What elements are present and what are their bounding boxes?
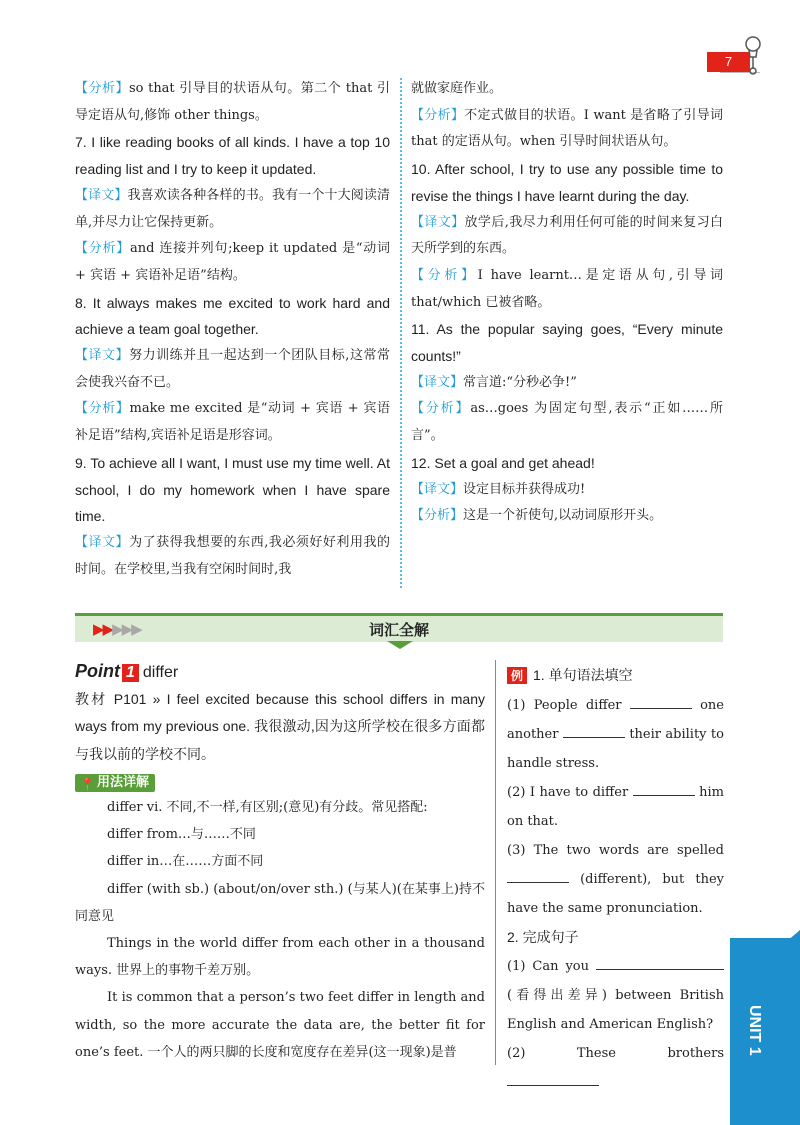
paragraph-text: 8. It always makes me excited to work hard and achieve a team goal together. <box>75 294 390 338</box>
annotation-tag: 【译文】 <box>75 187 128 203</box>
answer-blank[interactable] <box>630 696 692 709</box>
usage-line: It is common that a person’s two feet differ in length and width, so the more accurate the data are, the better fit for one’s feet. 一个人的两只脚的长度和宽度存在差异(这一现象)是普 <box>75 990 485 1060</box>
usage-line: differ from…与……不同 <box>107 827 256 843</box>
annotation-tag: 【分析】 <box>75 401 130 417</box>
answer-blank[interactable] <box>507 1073 599 1086</box>
q3-text-a: (3) The two words are spelled <box>507 843 724 858</box>
usage-line: differ (with sb.) (about/on/over sth.) (与某人)(在某事上)持不同意见 <box>75 881 485 924</box>
paragraph <box>411 477 723 504</box>
paragraph-text: 放学后,我尽力利用任何可能的时间来复习白天所学到的东西。 <box>411 214 723 257</box>
header-triangle <box>387 641 413 649</box>
answer-blank[interactable] <box>633 783 695 796</box>
paragraph <box>75 236 390 289</box>
vocab-section-header <box>75 613 723 642</box>
arrows-icon: ▶▶▶▶▶ <box>93 620 141 638</box>
paragraph <box>411 103 723 156</box>
annotation-tag: 【分析】 <box>411 107 465 123</box>
question-1 <box>507 691 724 778</box>
paragraph-text: 就做家庭作业。 <box>411 81 503 96</box>
answer-blank[interactable] <box>596 957 724 970</box>
usage-body <box>75 794 485 1066</box>
paragraph <box>75 343 390 396</box>
usage-label-text: 用法详解 <box>97 775 150 790</box>
paragraph <box>411 210 723 263</box>
paragraph-text: 设定目标并获得成功! <box>463 481 586 497</box>
annotation-tag: 【分析】 <box>411 508 464 524</box>
paragraph <box>411 450 723 477</box>
annotation-tag: 【译文】 <box>75 534 130 550</box>
location-pin-icon: 📍 <box>80 777 95 791</box>
exercise-part1-heading <box>507 661 724 691</box>
annotation-tag: 【分析】 <box>411 267 478 283</box>
paragraph-text: 12. Set a goal and get ahead! <box>411 454 595 471</box>
completion-1 <box>507 952 724 1039</box>
unit-tab <box>730 938 800 1125</box>
paragraph-text: 努力训练并且一起达到一个团队目标,这常常会使我兴奋不已。 <box>75 348 390 390</box>
annotation-tag: 【分析】 <box>75 241 131 257</box>
annotation-tag: 【译文】 <box>411 214 465 230</box>
q3-text-b: (different), but they have the same pronunciation. <box>507 872 724 916</box>
paragraph-text: 我喜欢读各种各样的书。我有一个十大阅读清单,并尽力让它保持更新。 <box>75 187 390 230</box>
usage-line: differ in…在……方面不同 <box>107 854 264 870</box>
q1-text-c: their ability to handle stress. <box>507 727 724 771</box>
paragraph <box>75 450 390 530</box>
question-3 <box>507 836 724 923</box>
annotation-tag: 【分析】 <box>75 81 129 96</box>
paragraph <box>411 76 723 103</box>
q1-text-a: (1) People differ <box>507 698 622 713</box>
paragraph-text: as…goes 为固定句型,表示“正如……所言”。 <box>411 401 723 444</box>
paragraph-text: 9. To achieve all I want, I must use my time well. At school, I do my homework when I have spare time. <box>75 454 390 525</box>
point-label: Point <box>75 661 120 681</box>
q2-text-b: him on that. <box>507 785 725 829</box>
q2-text-a: (2) I have to differ <box>507 785 629 800</box>
usage-label <box>75 774 155 792</box>
part1-title: 1. 单句语法填空 <box>533 667 633 683</box>
c1-text-a: (1) Can you <box>507 959 590 974</box>
paragraph <box>75 183 390 236</box>
annotation-tag: 【译文】 <box>411 481 464 497</box>
left-column <box>75 76 390 583</box>
annotation-tag: 【分析】 <box>411 401 471 417</box>
paragraph-text: I have learnt…是定语从句,引导词 that/which 已被省略。 <box>411 267 723 310</box>
paragraph <box>75 76 390 129</box>
bottom-divider <box>495 660 496 1065</box>
unit-label: UNIT 1 <box>746 1005 763 1056</box>
annotation-tag: 【译文】 <box>411 374 464 390</box>
completion-2 <box>507 1039 724 1097</box>
paragraph-text: 不定式做目的状语。I want 是省略了引导词 that 的定语从句。when 引导时间状语从句。 <box>411 107 723 150</box>
paragraph <box>411 316 723 369</box>
c2-text-a: (2) These brothers <box>507 1046 724 1061</box>
exercise-column <box>507 661 724 1097</box>
section-title: 词汇全解 <box>368 621 429 639</box>
usage-line: Things in the world differ from each other in a thousand ways. 世界上的事物千差万别。 <box>75 936 485 979</box>
paragraph-text: make me excited 是“动词 + 宾语 + 宾语补足语”结构,宾语补足语是形容词。 <box>75 401 390 444</box>
paragraph <box>75 530 390 583</box>
paragraph <box>411 263 723 316</box>
annotation-tag: 【译文】 <box>75 348 130 364</box>
paragraph <box>411 156 723 209</box>
paragraph-text: so that 引导目的状语从句。第二个 that 引导定语从句,修饰 other things。 <box>75 81 390 123</box>
part2-title: 2. 完成句子 <box>507 929 579 945</box>
paragraph-text: 11. As the popular saying goes, “Every minute counts!” <box>411 321 723 365</box>
paragraph <box>411 370 723 397</box>
paragraph <box>75 129 390 182</box>
point-word: differ <box>142 664 179 681</box>
page-number: 7 <box>707 52 750 72</box>
paragraph-text: 这是一个祈使句,以动词原形开头。 <box>463 508 663 524</box>
point-number: 1 <box>122 664 139 682</box>
paragraph <box>411 503 723 530</box>
paragraph-text: 10. After school, I try to use any possible time to revise the things I have learnt during the day. <box>411 161 723 204</box>
lightbulb-icon <box>742 35 764 75</box>
point-heading <box>75 661 178 682</box>
usage-line: differ vi. 不同,不一样,有区别;(意见)有分歧。常见搭配: <box>107 800 428 815</box>
right-column <box>411 76 723 530</box>
textbook-line: 教材 P101 » I feel excited because this school differs in many ways from my previous one. 我很激动,因为这所学校在很多方面都与我以前的学校不同。 <box>75 691 485 762</box>
paragraph-text: 7. I like reading books of all kinds. I have a top 10 reading list and I try to keep it updated. <box>75 134 390 178</box>
answer-blank[interactable] <box>507 870 569 883</box>
answer-blank[interactable] <box>563 725 625 738</box>
textbook-example <box>75 686 485 768</box>
question-2 <box>507 778 724 836</box>
q1-text-b: one another <box>507 698 724 742</box>
paragraph <box>75 396 390 449</box>
paragraph <box>75 290 390 343</box>
c1-text-b: (看得出差异) between British English and American English? <box>507 988 724 1032</box>
column-divider <box>400 78 402 588</box>
example-badge: 例 <box>507 667 527 684</box>
paragraph-text: and 连接并列句;keep it updated 是“动词 + 宾语 + 宾语补足语”结构。 <box>75 241 390 283</box>
paragraph-text: 为了获得我想要的东西,我必须好好利用我的时间。在学校里,当我有空闲时间时,我 <box>75 534 390 577</box>
paragraph-text: 常言道:“分秒必争!” <box>463 374 577 390</box>
paragraph <box>411 396 723 449</box>
